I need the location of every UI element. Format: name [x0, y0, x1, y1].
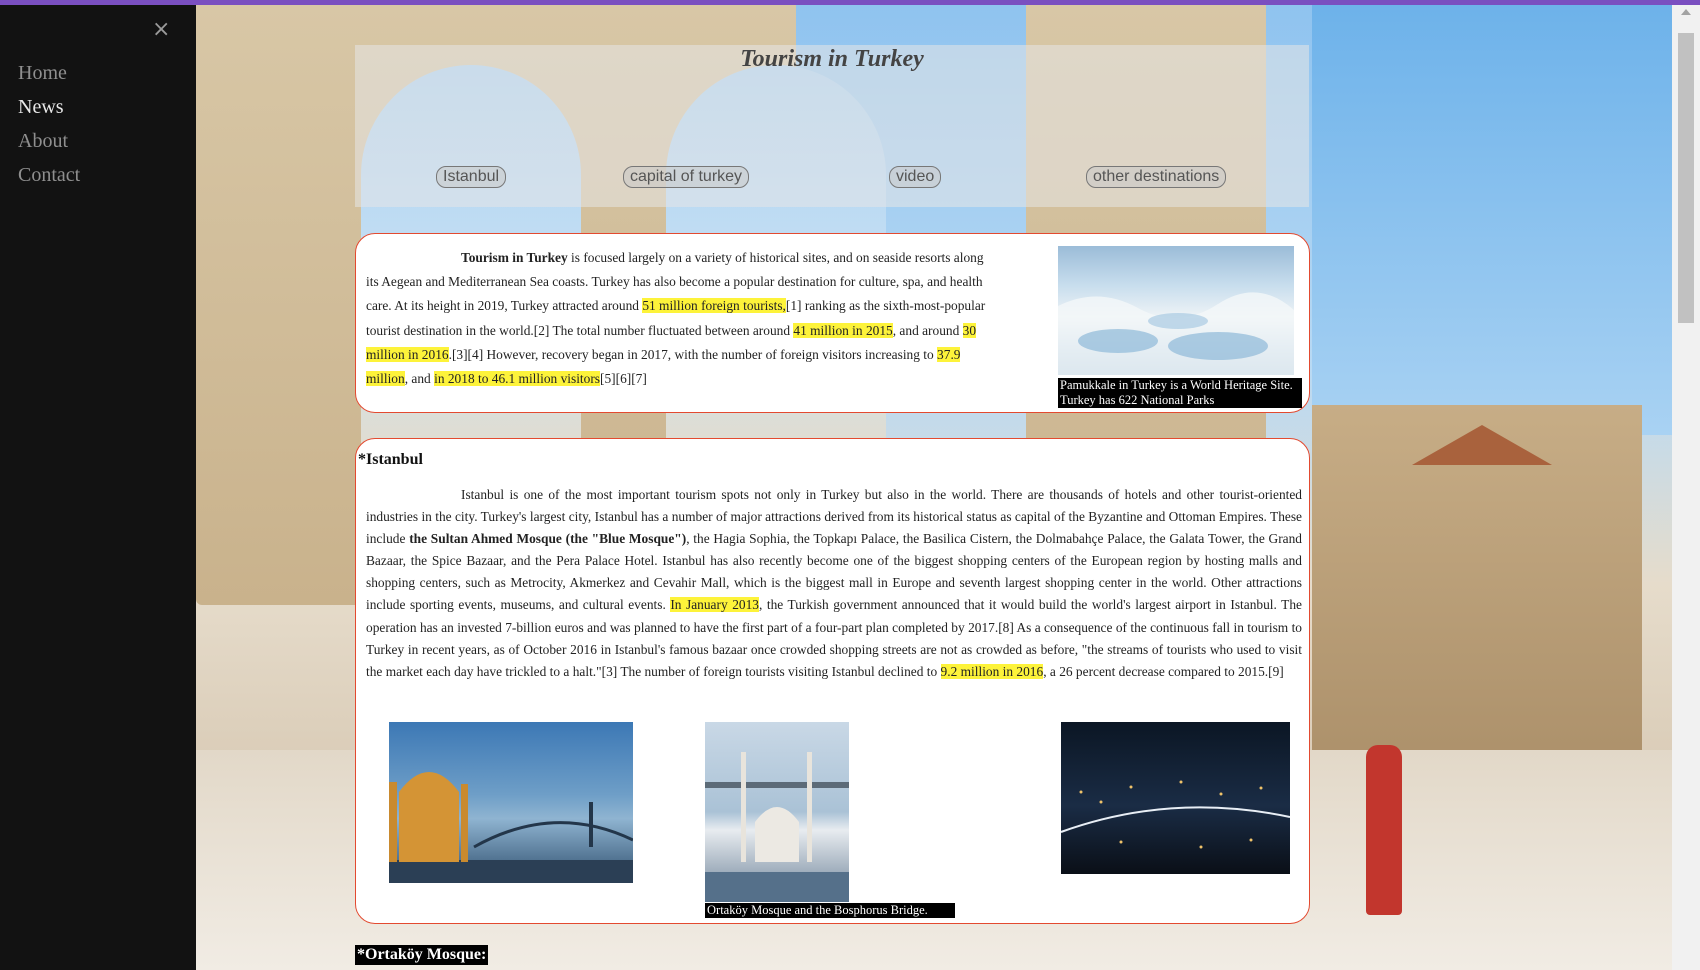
page-header: [355, 45, 1309, 207]
page-title: Tourism in Turkey: [740, 46, 924, 72]
text-segment: .[3][4] However, recovery began in 2017, with the number of foreign visitors increasing to: [448, 346, 938, 362]
pamukkale-caption: Pamukkale in Turkey is a World Heritage Site. Turkey has 622 National Parks: [1058, 378, 1302, 408]
ortakoy-caption: Ortaköy Mosque and the Bosphorus Bridge.: [705, 903, 955, 918]
close-icon[interactable]: ×: [152, 17, 171, 42]
text-segment: [5][6][7]: [600, 371, 647, 387]
text-segment: Istanbul is one of the most important tourism spots not only in Turkey but also in the world. There are thousands of hotels and other tourist-oriented industries in the city. Turkey's largest city, Istanbul has a number of major attractions derived from its historical status as capital of the Byzantine and Ottoman Empires. These include: [366, 487, 1302, 547]
highlighted-text: in 2018 to 46.1 million visitors: [434, 371, 600, 387]
nav-link-istanbul[interactable]: Istanbul: [436, 166, 506, 188]
nav-link-other-destinations[interactable]: other destinations: [1086, 166, 1226, 188]
nav-link-capital[interactable]: capital of turkey: [623, 166, 749, 188]
intro-paragraph: [366, 246, 986, 391]
intro-card: [355, 233, 1310, 413]
text-segment: , a 26 percent decrease compared to 2015.[9]: [1043, 663, 1284, 679]
sidebar-item-home[interactable]: Home: [18, 62, 67, 84]
page-scrollbar[interactable]: [1672, 5, 1700, 970]
istanbul-paragraph: [366, 484, 1302, 683]
top-accent-bar: [0, 0, 1700, 5]
istanbul-card: [355, 438, 1310, 924]
sidebar-item-contact[interactable]: Contact: [18, 164, 81, 186]
highlighted-text: In January 2013: [670, 597, 759, 613]
text-segment: , the Hagia Sophia, the Topkapı Palace, the Basilica Cistern, the Dolmabahçe Palace, the Galata Tower, the Grand Bazaar, the Spice Bazaar, and the Pera Palace Hotel. Istanbul has also recently become one of the biggest shopping centers of the European region by hosting malls and shopping centers, such as Metrocity, Akmerkez and Cevahir Mall, which is the biggest mall in Europe and seventh largest shopping center in the world. Other attractions include sporting events, museums, and cultural events.: [366, 531, 1302, 613]
bold-text: the Sultan Ahmed Mosque (the "Blue Mosque"): [409, 531, 687, 547]
bosphorus-night-image: [1061, 722, 1290, 874]
text-segment: , and: [404, 371, 435, 387]
mosque-bridge-image: [389, 722, 633, 883]
ortakoy-heading: *Ortaköy Mosque:: [357, 946, 487, 963]
text-segment: [1] ranking as the sixth-most-popular tourist destination in the world.[2] The total number fluctuated between around: [366, 298, 986, 338]
highlighted-text: 9.2 million in 2016: [940, 663, 1044, 679]
ortakoy-mosque-image: [705, 722, 849, 902]
text-segment: , the Turkish government announced that it would build the world's largest airport in Istanbul. The operation has an invested 7-billion euros and was planned to have the first part of a four-part plan completed by 2017.[8] As a consequence of the continuous fall in tourism to Turkey in recent years, as of October 2016 in Istanbul's famous bazaar once crowded shopping streets are not as crowded as before, "the streams of tourists who used to visit the market each day have trickled to a halt."[3] The number of foreign tourists visiting Istanbul declined to: [366, 597, 1302, 679]
nav-link-video[interactable]: video: [889, 166, 941, 188]
text-segment: , and around: [892, 322, 963, 338]
highlighted-text: 41 million in 2015: [793, 322, 893, 338]
highlighted-text: 37.9 million: [366, 346, 961, 387]
sidebar-item-news[interactable]: News: [18, 96, 64, 118]
sidebar: [0, 5, 196, 970]
text-segment: is focused largely on a variety of historical sites, and on seaside resorts along its Aegean and Mediterranean Sea coasts. Turkey has also become a popular destination for culture, spa, and health care. At its height in 2019, Turkey attracted around: [366, 250, 984, 314]
highlighted-text: 30 million in 2016: [366, 322, 977, 362]
scroll-up-icon[interactable]: [1681, 9, 1691, 15]
istanbul-heading: *Istanbul: [358, 451, 423, 468]
scroll-thumb[interactable]: [1678, 33, 1694, 323]
bold-text: Tourism in Turkey: [461, 250, 568, 265]
pamukkale-image: [1058, 246, 1294, 375]
sidebar-item-about[interactable]: About: [18, 130, 68, 152]
highlighted-text: 51 million foreign tourists,: [642, 298, 786, 314]
